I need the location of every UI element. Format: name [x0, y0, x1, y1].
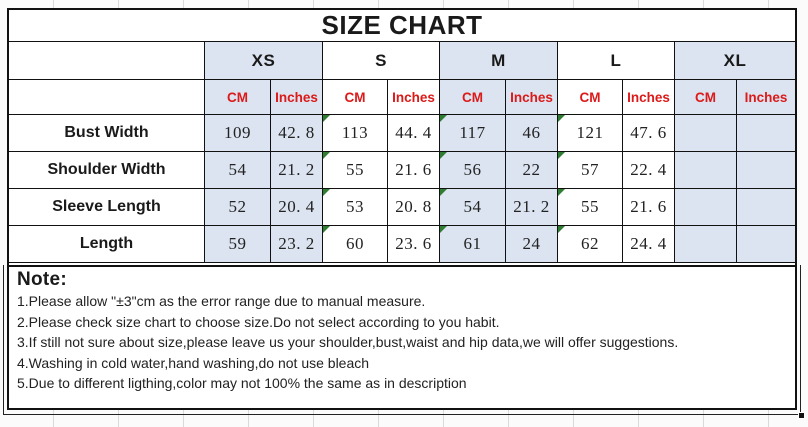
length-m-inches: 24: [506, 226, 558, 263]
unit-row-blank-cell: [9, 80, 205, 115]
cell-value: 53: [346, 197, 364, 216]
error-flag-icon: [440, 152, 447, 159]
corner-blank-cell: [9, 42, 205, 80]
cell-value: 117: [459, 123, 486, 142]
length-m-cm: [440, 226, 506, 263]
sleeve-m-cm: [440, 189, 506, 226]
error-flag-icon: [323, 152, 330, 159]
note-box: [9, 265, 795, 408]
cell-value: 55: [346, 160, 364, 179]
bust-s-cm: [323, 115, 388, 152]
shoulder-m-cm: [440, 152, 506, 189]
cell-value: 57: [581, 160, 599, 179]
error-flag-icon: [323, 115, 330, 122]
page-title: SIZE CHART: [9, 10, 795, 42]
cell-value: 113: [341, 123, 369, 142]
size-chart-grid: [9, 10, 795, 263]
cell-value: 54: [463, 197, 482, 216]
error-flag-icon: [558, 189, 565, 196]
size-header-s: S: [323, 42, 440, 80]
length-l-inches: 24. 4: [623, 226, 675, 263]
shoulder-m-inches: 22: [506, 152, 558, 189]
error-flag-icon: [440, 189, 447, 196]
length-s-inches: 23. 6: [388, 226, 440, 263]
unit-header-m-inches: Inches: [506, 80, 558, 115]
error-flag-icon: [440, 226, 447, 233]
bust-xl-cm: [675, 115, 737, 152]
unit-header-xs-inches: Inches: [271, 80, 323, 115]
size-header-m: M: [440, 42, 558, 80]
error-flag-icon: [558, 226, 565, 233]
size-chart-table: [7, 8, 797, 410]
bust-m-inches: 46: [506, 115, 558, 152]
cell-value: 55: [581, 197, 599, 216]
shoulder-s-cm: [323, 152, 388, 189]
bust-m-cm: [440, 115, 506, 152]
shoulder-xs-inches: 21. 2: [271, 152, 323, 189]
unit-header-l-cm: CM: [558, 80, 623, 115]
fill-handle[interactable]: [798, 412, 805, 419]
bust-s-inches: 44. 4: [388, 115, 440, 152]
unit-header-m-cm: CM: [440, 80, 506, 115]
length-xl-inches: [737, 226, 795, 263]
sleeve-l-inches: 21. 6: [623, 189, 675, 226]
length-l-cm: [558, 226, 623, 263]
unit-header-s-cm: CM: [323, 80, 388, 115]
cell-value: 60: [346, 234, 364, 253]
row-label-shoulder-width: Shoulder Width: [9, 152, 205, 189]
unit-header-xl-cm: CM: [675, 80, 737, 115]
sleeve-m-inches: 21. 2: [506, 189, 558, 226]
bust-l-cm: [558, 115, 623, 152]
length-xs-inches: 23. 2: [271, 226, 323, 263]
unit-header-xl-inches: Inches: [737, 80, 795, 115]
note-item-2: 2.Please check size chart to choose size.Do not select according to you habit.: [17, 313, 500, 330]
bust-l-inches: 47. 6: [623, 115, 675, 152]
error-flag-icon: [558, 115, 565, 122]
row-label-length: Length: [9, 226, 205, 263]
sleeve-l-cm: [558, 189, 623, 226]
note-item-3: 3.If still not sure about size,please leave us your shoulder,bust,waist and hip data,we will offer suggestions.: [17, 334, 679, 350]
sleeve-s-inches: 20. 8: [388, 189, 440, 226]
note-item-5: 5.Due to different ligthing,color may not 100% the same as in description: [17, 375, 467, 391]
note-heading: Note:: [17, 269, 68, 290]
sleeve-s-cm: [323, 189, 388, 226]
shoulder-xl-cm: [675, 152, 737, 189]
shoulder-l-cm: [558, 152, 623, 189]
shoulder-s-inches: 21. 6: [388, 152, 440, 189]
size-header-l: L: [558, 42, 675, 80]
cell-value: 62: [581, 234, 599, 253]
unit-header-l-inches: Inches: [623, 80, 675, 115]
length-xl-cm: [675, 226, 737, 263]
note-item-1: 1.Please allow "±3"cm as the error range due to manual measure.: [17, 293, 426, 309]
size-header-xl: XL: [675, 42, 795, 80]
bust-xl-inches: [737, 115, 795, 152]
bust-xs-cm: 109: [205, 115, 271, 152]
length-s-cm: [323, 226, 388, 263]
cell-value: 121: [576, 123, 604, 142]
sleeve-xs-cm: 52: [205, 189, 271, 226]
bust-xs-inches: 42. 8: [271, 115, 323, 152]
sleeve-xl-cm: [675, 189, 737, 226]
length-xs-cm: 59: [205, 226, 271, 263]
error-flag-icon: [323, 189, 330, 196]
shoulder-xs-cm: 54: [205, 152, 271, 189]
row-label-bust-width: Bust Width: [9, 115, 205, 152]
size-header-xs: XS: [205, 42, 323, 80]
error-flag-icon: [558, 152, 565, 159]
unit-header-s-inches: Inches: [388, 80, 440, 115]
row-label-sleeve-length: Sleeve Length: [9, 189, 205, 226]
shoulder-l-inches: 22. 4: [623, 152, 675, 189]
error-flag-icon: [323, 226, 330, 233]
cell-value: 56: [463, 160, 482, 179]
sleeve-xs-inches: 20. 4: [271, 189, 323, 226]
cell-value: 61: [463, 234, 482, 253]
shoulder-xl-inches: [737, 152, 795, 189]
note-item-4: 4.Washing in cold water,hand washing,do not use bleach: [17, 354, 370, 371]
unit-header-xs-cm: CM: [205, 80, 271, 115]
sleeve-xl-inches: [737, 189, 795, 226]
error-flag-icon: [440, 115, 447, 122]
